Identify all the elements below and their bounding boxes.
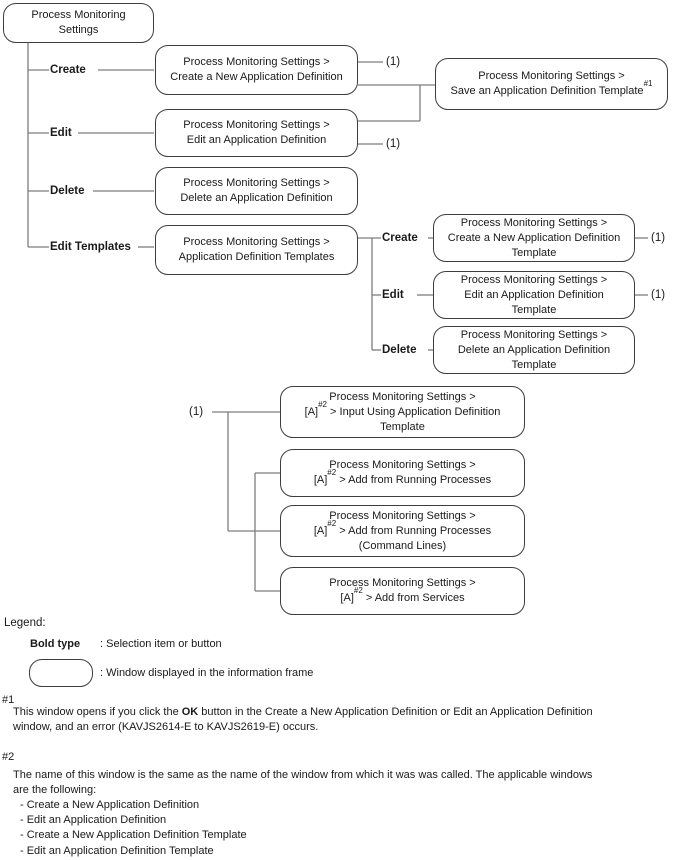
window-box-add-from-services [280, 567, 525, 615]
window-box-text [304, 399, 501, 420]
window-box-text: Process Monitoring Settings > [329, 577, 476, 589]
window-box-application-definition-templates [155, 225, 358, 275]
window-box-text: (Command Lines) [358, 539, 447, 552]
window-box-text: Edit an Application Definition [464, 288, 604, 301]
window-box-process-monitoring-settings [3, 3, 154, 43]
ref-marker-1-source: (1) [189, 406, 204, 418]
window-box-text-part: [A] [313, 474, 328, 486]
footnote-1-marker: #1 [2, 694, 15, 706]
ref-marker-1: (1) [386, 56, 401, 68]
window-box-text: Process Monitoring Settings > [183, 119, 330, 131]
footnote-ref-2: #2 [327, 468, 337, 478]
window-box-text: Process Monitoring [31, 9, 126, 21]
window-box-add-from-running-processes-command-lines [280, 505, 525, 557]
ok-button-reference: OK [181, 706, 199, 718]
ref-marker-1: (1) [651, 232, 666, 244]
window-box-text-part: > Input Using Application Definition [327, 405, 501, 418]
window-box-text: Settings [58, 24, 99, 36]
window-box-edit-application-definition [155, 109, 358, 157]
window-box-text: Template [511, 303, 557, 316]
footnote-1-line: window, and an error (KAVJS2614-E to KAVJS2619-E) occurs. [13, 721, 319, 733]
footnote-ref-2: #2 [318, 399, 327, 409]
list-item: - Edit an Application Definition Template [20, 844, 214, 857]
window-box-text: Template [380, 420, 425, 433]
legend-bold-description: : Selection item or button [100, 638, 222, 650]
window-box-create-new-application-definition-template [433, 214, 635, 262]
window-box-text [450, 79, 653, 99]
footnote-ref-2: #2 [327, 518, 337, 528]
window-box-text-part: [A] [304, 405, 319, 418]
footnote-text-part: button in the Create a New Application Definition or Edit an Application Definition [198, 706, 593, 718]
branch-label-template-edit: Edit [382, 289, 404, 301]
window-box-text: Process Monitoring Settings > [478, 70, 625, 82]
window-box-delete-application-definition-template [433, 326, 635, 374]
window-box-text-part: > Add from Services [362, 592, 465, 604]
window-box-text-part: [A] [340, 592, 354, 604]
window-box-text: Process Monitoring Settings > [460, 273, 608, 286]
footnote-ref-1: #1 [643, 79, 653, 89]
window-box-text [313, 518, 492, 539]
branch-label-create: Create [50, 64, 86, 76]
ref-marker-1: (1) [386, 138, 401, 150]
ref-marker-1: (1) [651, 289, 666, 301]
legend-bold-term: Bold type [30, 638, 81, 650]
window-box-text: Create a New Application Definition [447, 231, 621, 244]
window-box-text: Template [511, 358, 557, 371]
window-box-delete-application-definition [155, 167, 358, 215]
window-box-text [340, 586, 465, 606]
footnote-text-part: This window opens if you click the [13, 706, 182, 718]
window-box-edit-application-definition-template [433, 271, 635, 319]
branch-label-edit: Edit [50, 127, 72, 139]
branch-label-template-create: Create [382, 232, 418, 244]
list-item: - Create a New Application Definition Template [20, 829, 247, 842]
window-box-text: Application Definition Templates [178, 251, 335, 263]
window-box-save-application-definition-template [435, 58, 668, 110]
legend-window-shape [29, 659, 93, 687]
legend-window-description: : Window displayed in the information frame [100, 667, 314, 679]
window-box-create-new-application-definition [155, 45, 358, 95]
footnote-2-line: The name of this window is the same as the name of the window from which it was was called. The applicable windows [13, 769, 593, 781]
window-box-text [313, 468, 492, 488]
list-item: - Create a New Application Definition [20, 799, 200, 811]
branch-label-delete: Delete [50, 185, 85, 197]
window-box-text: Delete an Application Definition [180, 192, 333, 204]
window-box-add-from-running-processes [280, 449, 525, 497]
window-box-text: Template [511, 246, 557, 259]
window-box-text: Process Monitoring Settings > [183, 177, 330, 189]
window-box-text: Delete an Application Definition [457, 343, 611, 356]
window-box-text: Process Monitoring Settings > [460, 216, 608, 229]
legend-title: Legend: [4, 617, 46, 629]
footnote-1-text [13, 705, 593, 735]
window-box-text: Process Monitoring Settings > [329, 390, 476, 403]
footnote-2-window-list [20, 798, 247, 859]
branch-label-edit-templates: Edit Templates [50, 241, 131, 253]
branch-label-template-delete: Delete [382, 344, 417, 356]
footnote-2-text [13, 768, 592, 798]
window-box-text: Create a New Application Definition [170, 71, 343, 83]
footnote-2-line: are the following: [13, 784, 97, 796]
window-box-text-part: > Add from Running Processes [336, 524, 492, 537]
footnote-ref-2: #2 [353, 586, 363, 596]
footnote-2-marker: #2 [2, 751, 15, 763]
window-box-text-part: > Add from Running Processes [336, 474, 492, 486]
window-box-text: Process Monitoring Settings > [329, 509, 476, 522]
window-box-text: Edit an Application Definition [186, 134, 327, 146]
window-box-text: Process Monitoring Settings > [183, 236, 330, 248]
list-item: - Edit an Application Definition [20, 814, 167, 827]
window-box-text: Process Monitoring Settings > [183, 56, 330, 68]
window-box-input-using-application-definition-template [280, 386, 525, 438]
window-box-text: Process Monitoring Settings > [460, 328, 608, 341]
window-box-text-part: Save an Application Definition Template [450, 85, 644, 97]
window-box-text: Process Monitoring Settings > [329, 459, 476, 471]
footnote-1-line [13, 705, 593, 720]
window-box-text-part: [A] [313, 524, 328, 537]
